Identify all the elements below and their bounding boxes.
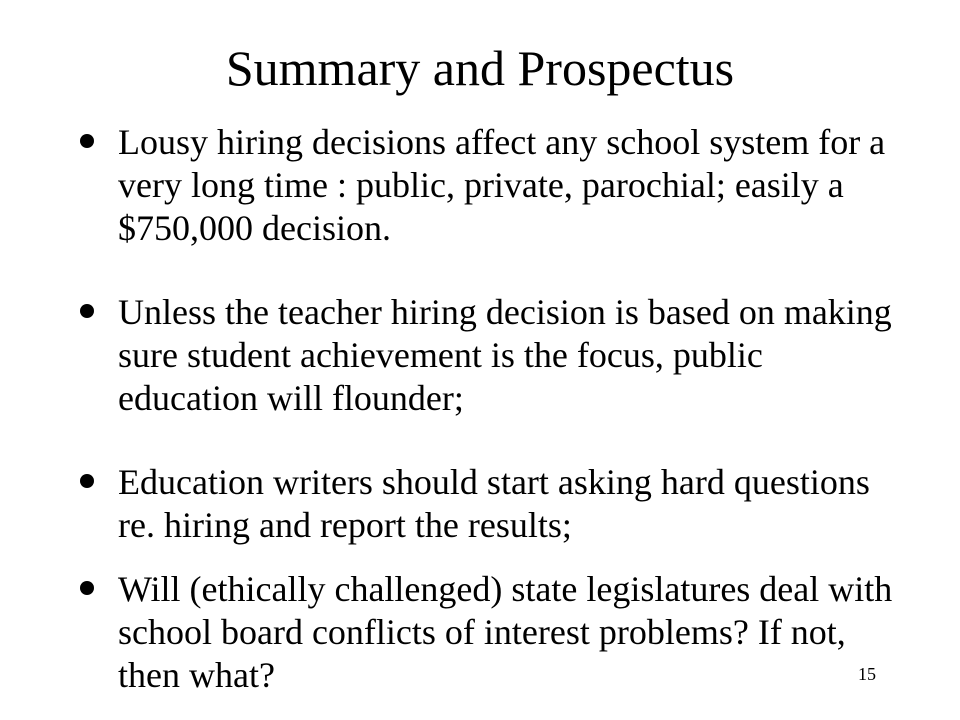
page-number: 15	[858, 664, 876, 684]
bullet-text: Unless the teacher hiring decision is based on making sure student achievement is the focus, public education will flounder;	[118, 292, 892, 418]
bullet-text: Lousy hiring decisions affect any school system for a very long time : public, private, parochial; easily a $750,000 decision.	[118, 122, 886, 248]
bullet-dot-icon	[80, 581, 94, 595]
bullet-text: Education writers should start asking hard questions re. hiring and report the results;	[118, 462, 870, 545]
bullet-dot-icon	[80, 474, 94, 488]
bullet-dot-icon	[80, 134, 94, 148]
bullet-text: Will (ethically challenged) state legislatures deal with school board conflicts of interest problems? If not, then what?	[118, 569, 893, 695]
slide-title: Summary and Prospectus	[225, 40, 735, 96]
bullet-dot-icon	[80, 304, 94, 318]
